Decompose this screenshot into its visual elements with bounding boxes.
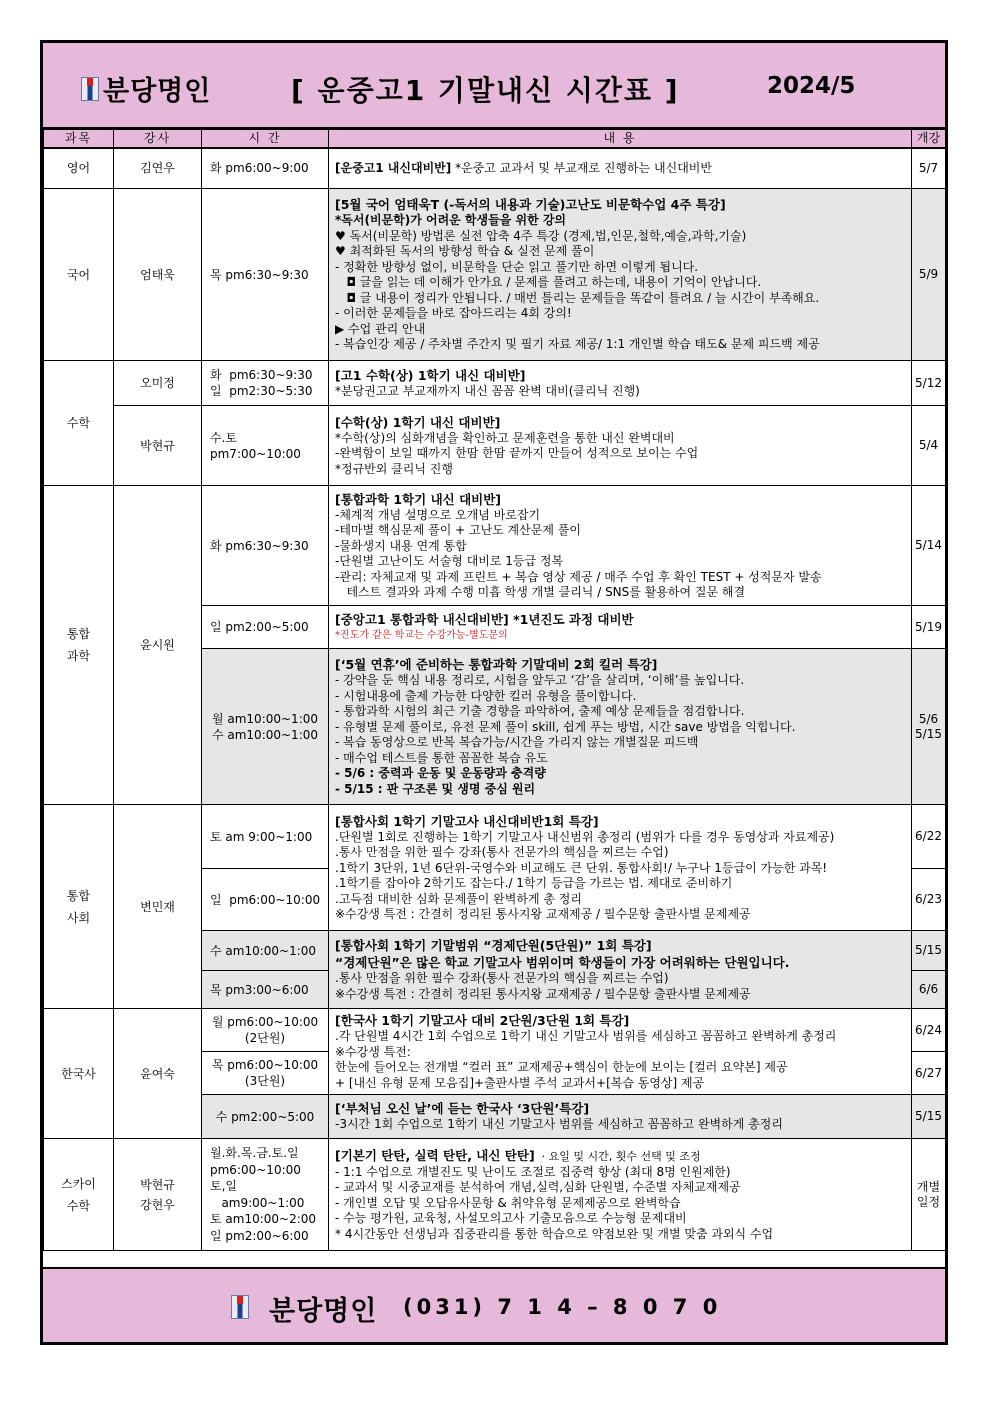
content-line: ▶ 수업 관리 안내	[335, 321, 426, 336]
content-line: - 이러한 문제들을 바로 잡아드리는 4회 강의!	[335, 306, 572, 321]
start-date-cell	[912, 649, 946, 805]
subject-cell	[44, 486, 114, 805]
content-line: .1학기를 잡아야 2학기도 잡는다./ 1학기 등급을 가르는 법. 제대로 준비하기	[335, 876, 733, 890]
course-title: [한국사 1학기 기말고사 대비 2단원/3단원 1회 특강]	[335, 1013, 630, 1028]
content-line: - 매수업 테스트를 통한 꼼꼼한 복습 유도	[335, 750, 548, 765]
course-note: *운중고 교과서 및 부교재로 진행하는 내신대비반	[455, 160, 712, 175]
teacher-cell: 윤시원	[114, 486, 202, 805]
course-title: [운중고1 내신대비반]	[335, 160, 452, 175]
content-line: -3시간 1회 수업으로 1학기 내신 기말고사 범위를 세심하고 꼼꼼하고 완벽하게 총정리	[335, 1117, 783, 1132]
course-title: [수학(상) 1학기 내신 대비반]	[335, 414, 501, 430]
time-cell	[202, 1139, 329, 1251]
time-line: 월 am10:00~1:00	[211, 711, 319, 726]
content-bold-line: “경제단원”은 많은 학교 기말고사 범위이며 학생들이 가장 어려워하는 단원입니다.	[335, 955, 790, 970]
subject-line: 과학	[66, 649, 91, 663]
content-line: - 수능 평가원, 교육청, 사설모의고사 기출모음으로 수능형 문제대비	[335, 1211, 687, 1226]
table-row	[44, 189, 946, 361]
start-line: 5/15	[915, 726, 942, 741]
subject-line: 스카이	[61, 1176, 96, 1191]
content-line: - 개인별 오답 및 오답유사문항 & 취약유형 문제제공으로 완벽학습	[335, 1195, 681, 1210]
footer-band	[43, 1267, 945, 1342]
content-line: - 통합과학 시험의 최근 기출 경향을 파악하여, 출제 예상 문제들을 점검합니다.	[335, 704, 745, 718]
subject-cell	[44, 805, 114, 1009]
table-row	[44, 361, 946, 406]
col-subject: 과목	[44, 130, 114, 148]
time-cell: 목 pm3:00~6:00	[202, 971, 329, 1009]
start-date-cell: 5/14	[912, 486, 946, 606]
content-line: ※수강생 특전 : 간결히 정리된 통사지왕 교재제공 / 필수문항 출판사별 문제제공	[335, 986, 751, 1001]
start-date-cell: 6/23	[912, 869, 946, 931]
time-cell: 일 pm6:00~10:00	[202, 869, 329, 931]
content-line: - 시험내용에 출제 가능한 다양한 킬러 유형을 풀이합니다.	[335, 688, 637, 703]
time-cell: 수 pm2:00~5:00	[202, 1095, 329, 1139]
footer-phone: (031) 7 1 4 – 8 0 7 0	[403, 1295, 722, 1319]
time-cell: 화 pm6:30~9:30	[202, 486, 329, 606]
time-cell: 토 am 9:00~1:00	[202, 805, 329, 869]
content-cell	[329, 649, 912, 805]
start-line: 5/6	[918, 711, 939, 726]
teacher-cell: 엄태욱	[114, 189, 202, 361]
brand-name: 분당명인	[103, 76, 212, 107]
footer-brand-name: 분당명인	[269, 1296, 378, 1327]
content-cell	[329, 1009, 912, 1095]
table-row	[44, 406, 946, 486]
content-line: - 복습인강 제공 / 주차별 주간지 및 필기 자료 제공/ 1:1 개인별 학습 태도& 문제 피드백 제공	[335, 337, 820, 352]
content-line: *정규반외 클리닉 진행	[335, 461, 453, 476]
subject-line: 통합	[66, 627, 91, 641]
content-line: - 5/6 : 중력과 운동 및 운동량과 충격량	[335, 766, 546, 780]
timetable-sheet	[40, 40, 948, 1345]
table-row	[44, 148, 946, 189]
content-line: -체계적 개념 설명으로 오개념 바로잡기	[335, 507, 541, 522]
time-line: 토,일	[210, 1179, 237, 1193]
content-line: - 유형별 문제 풀이로, 유전 문제 풀이 skill, 쉽게 푸는 방법, 시간 save 방법을 익힙니다.	[335, 719, 796, 734]
subject-line: 수학	[66, 1198, 91, 1213]
subject-line: 사회	[66, 910, 91, 925]
table-row	[44, 805, 946, 869]
content-line: -완벽함이 보일 때까지 한땀 한땀 끝까지 만들어 성적으로 보이는 수업	[335, 446, 699, 461]
course-title: [5월 국어 엄태욱T (-독서의 내용과 기술)고난도 비문학수업 4주 특강]	[335, 197, 726, 213]
teacher-cell: 오미정	[114, 361, 202, 406]
teacher-cell: 윤여숙	[114, 1009, 202, 1139]
content-cell	[329, 606, 912, 649]
table-row	[44, 1009, 946, 1052]
col-content: 내 용	[329, 130, 912, 148]
time-cell	[202, 1052, 329, 1095]
red-note: *진도가 같은 학교는 수강가능-별도문의	[335, 629, 508, 641]
academy-logo-icon	[231, 1295, 249, 1319]
content-line: ※수강생 특전 : 간결히 정리된 통사지왕 교재제공 / 필수문항 출판사별 문제제공	[335, 907, 751, 921]
content-line: ◘ 글을 읽는 데 이해가 안가요 / 문제를 풀려고 하는데, 내용이 기억이 안납니다.	[335, 275, 762, 290]
content-line: - 1:1 수업으로 개별진도 및 난이도 조절로 집중력 향상 (최대 8명 인원제한)	[335, 1164, 731, 1179]
course-title-line	[335, 1147, 905, 1165]
time-line: 일 pm2:30~5:30	[210, 384, 313, 398]
start-line: 개별	[916, 1179, 941, 1194]
content-line: .통사 만점을 위한 필수 강좌(통사 전문가의 핵심을 찌르는 수업)	[335, 971, 669, 985]
teacher-cell: 박현규	[114, 406, 202, 486]
time-line: 월.화.목.금.토.일	[210, 1146, 299, 1160]
time-line: 일 pm2:00~6:00	[210, 1228, 309, 1243]
time-cell: 일 pm2:00~5:00	[202, 606, 329, 649]
course-title: [통합사회 1학기 기말범위 “경제단원(5단원)” 1회 특강]	[335, 938, 652, 953]
content-line: - 정확한 방향성 없이, 비문학을 단순 읽고 풀기만 하면 이렇게 됩니다.	[335, 259, 699, 274]
table-header-row	[44, 130, 946, 148]
table-row	[44, 1139, 946, 1251]
start-date-cell: 5/12	[912, 361, 946, 406]
teacher-cell: 변민재	[114, 805, 202, 1009]
teacher-line: 박현규	[140, 1177, 175, 1192]
start-date-cell: 5/4	[912, 406, 946, 486]
course-title: [기본기 탄탄, 실력 탄탄, 내신 탄탄]	[335, 1147, 535, 1163]
start-date-cell: 6/6	[912, 971, 946, 1009]
course-note: · 요일 및 시간, 횟수 선택 및 조정	[534, 1149, 701, 1163]
start-date-cell: 5/19	[912, 606, 946, 649]
content-cell	[329, 486, 912, 606]
content-line: -단원별 고난이도 서술형 대비로 1등급 정복	[335, 554, 564, 568]
start-date-cell: 5/9	[912, 189, 946, 361]
content-cell	[329, 189, 912, 361]
time-line: 목 pm6:00~10:00	[211, 1058, 319, 1072]
time-line: (2단원)	[244, 1031, 286, 1045]
start-date-cell: 6/24	[912, 1009, 946, 1052]
time-line: am9:00~1:00	[210, 1195, 305, 1210]
subject-cell: 국어	[44, 189, 114, 361]
subject-cell: 영어	[44, 148, 114, 189]
content-cell	[329, 148, 912, 189]
col-teacher: 강사	[114, 130, 202, 148]
content-line: - 복습 동영상으로 반복 복습가능/시간을 가리지 않는 개별질문 피드백	[335, 735, 699, 749]
content-line: ♥ 독서(비문학) 방법론 실전 압축 4주 특강 (경제,법,인문,철학,예술,과학,기술)	[335, 228, 747, 243]
col-start: 개강	[912, 130, 946, 148]
time-line: pm6:00~10:00	[210, 1162, 301, 1177]
course-title: [고1 수학(상) 1학기 내신 대비반]	[335, 367, 526, 383]
content-line: .단원별 1회로 진행하는 1학기 기말고사 내신범위 총정리 (범위가 다를 경우 동영상과 자료제공)	[335, 829, 835, 844]
content-cell	[329, 1139, 912, 1251]
teacher-cell: 김연우	[114, 148, 202, 189]
content-line: ◘ 글 내용이 정리가 안됩니다. / 매번 틀리는 문제들을 똑같이 틀려요 / 늘 시간이 부족해요.	[335, 290, 820, 305]
course-title: [통합사회 1학기 기말고사 내신대비반1회 특강]	[335, 813, 599, 829]
content-line: -관리: 자체교재 및 과제 프린트 + 복습 영상 제공 / 매주 수업 후 확인 TEST + 성적문자 발송	[335, 569, 822, 584]
date-label: 2024/5	[767, 73, 856, 99]
subject-cell	[44, 1139, 114, 1251]
start-date-cell: 6/22	[912, 805, 946, 869]
time-line: 수.토	[210, 430, 237, 445]
content-line: - 5/15 : 판 구조론 및 생명 중심 원리	[335, 781, 536, 796]
content-cell	[329, 931, 912, 1009]
teacher-cell	[114, 1139, 202, 1251]
time-line: 수 am10:00~1:00	[211, 727, 319, 742]
content-line: .고득점 대비한 심화 문제풀이 완벽하게 총 정리	[335, 891, 582, 906]
content-line: -물화생지 내용 연계 통합	[335, 538, 467, 553]
time-cell: 수 am10:00~1:00	[202, 931, 329, 971]
time-cell: 목 pm6:30~9:30	[202, 189, 329, 361]
schedule-table	[43, 129, 946, 1251]
content-line: 한눈에 들어오는 전개별 “컬러 표” 교재제공+핵심이 한눈에 보이는 [컬러 요약본] 제공	[335, 1060, 788, 1074]
time-line: 월 pm6:00~10:00	[211, 1015, 319, 1029]
content-line: ※수강생 특전:	[335, 1044, 411, 1059]
content-line: * 4시간동안 선생님과 집중관리를 통한 학습으로 약점보완 및 개별 맞춤 과외식 수업	[335, 1226, 774, 1241]
start-date-cell: 5/15	[912, 931, 946, 971]
content-line: ♥ 최적화된 독서의 방향성 학습 & 실전 문제 풀이	[335, 244, 595, 259]
header-band	[43, 43, 945, 129]
page-title: [ 운중고1 기말내신 시간표 ]	[291, 74, 680, 107]
time-cell: 화 pm6:00~9:00	[202, 148, 329, 189]
time-cell	[202, 406, 329, 486]
content-cell	[329, 1095, 912, 1139]
content-line: .1학기 3단위, 1년 6단위-국영수와 비교해도 큰 단위. 통합사회!/ 누구나 1등급이 가능한 과목!	[335, 860, 828, 875]
content-line: *분당권고교 부교재까지 내신 꼼꼼 완벽 대비(클리닉 진행)	[335, 383, 640, 398]
course-title: [통합과학 1학기 내신 대비반]	[335, 491, 502, 507]
course-title: [중앙고1 통합과학 내신대비반] *1년진도 과정 대비반	[335, 611, 634, 627]
time-cell	[202, 649, 329, 805]
academy-logo-icon	[81, 77, 99, 101]
start-date-cell	[912, 1139, 946, 1251]
course-title: [‘부처님 오신 날’에 듣는 한국사 ‘3단원’특강]	[335, 1101, 590, 1117]
content-line: *수학(상)의 심화개념을 확인하고 문제훈련을 통한 내신 완벽대비	[335, 430, 675, 445]
content-cell	[329, 805, 912, 931]
time-line: 토 am10:00~2:00	[210, 1212, 317, 1226]
subject-cell: 수학	[44, 361, 114, 486]
content-cell	[329, 406, 912, 486]
subject-cell: 한국사	[44, 1009, 114, 1139]
content-cell	[329, 361, 912, 406]
course-title: [‘5월 연휴’에 준비하는 통합과학 기말대비 2회 킬러 특강]	[335, 657, 658, 672]
content-line: + [내신 유형 문제 모음집]+출판사별 주석 교과서+[복습 동영상] 제공	[335, 1075, 705, 1090]
time-line: 화 pm6:30~9:30	[210, 368, 313, 382]
start-line: 일정	[916, 1194, 941, 1209]
teacher-line: 강현우	[140, 1197, 175, 1212]
time-line: (3단원)	[244, 1074, 286, 1088]
subject-line: 통합	[66, 888, 91, 903]
content-line: -테마별 핵심문제 풀이 + 고난도 계산문제 풀이	[335, 523, 581, 537]
content-line: 테스트 결과와 과제 수행 미흡 학생 개별 클리닉 / SNS를 활용하여 질문 해결	[335, 585, 746, 599]
time-cell	[202, 1009, 329, 1052]
time-cell	[202, 361, 329, 406]
time-line: pm7:00~10:00	[210, 446, 301, 461]
content-line: - 강약을 둔 핵심 내용 정리로, 시험을 앞두고 ‘감’을 살리며, ‘이해’를 높입니다.	[335, 673, 745, 687]
content-line: .각 단원별 4시간 1회 수업으로 1학기 내신 기말고사 범위를 세심하고 꼼꼼하고 완벽하게 총정리	[335, 1029, 837, 1043]
content-line: - 교과서 및 시중교재를 분석하여 개념,실력,심화 단원별, 수준별 자체교재제공	[335, 1180, 741, 1195]
content-line: .통사 만점을 위한 필수 강좌(통사 전문가의 핵심을 찌르는 수업)	[335, 845, 669, 859]
start-date-cell: 6/27	[912, 1052, 946, 1095]
table-row	[44, 486, 946, 606]
content-line: *독서(비문학)가 어려운 학생들을 위한 강의	[335, 213, 567, 228]
col-time: 시 간	[202, 130, 329, 148]
start-date-cell: 5/7	[912, 148, 946, 189]
start-date-cell: 5/15	[912, 1095, 946, 1139]
